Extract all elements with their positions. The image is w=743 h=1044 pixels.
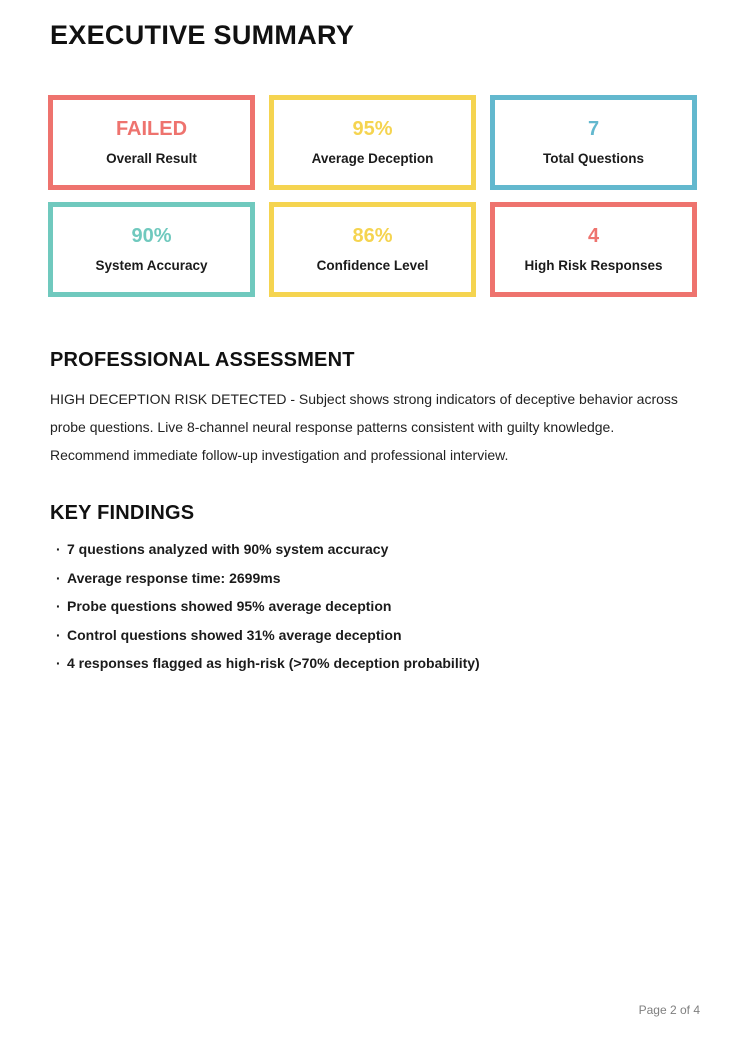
findings-heading: KEY FINDINGS: [50, 502, 195, 524]
metric-label: Total Questions: [542, 151, 644, 167]
metric-card-confidence-level: [269, 202, 476, 297]
finding-item: · 7 questions analyzed with 90% system accuracy: [67, 542, 693, 556]
findings-list: [50, 542, 693, 670]
metric-value: 4: [587, 225, 600, 248]
metric-value: 90%: [131, 225, 172, 248]
metric-cards-grid: [48, 95, 697, 297]
metric-value: 7: [587, 118, 600, 141]
metric-label: Overall Result: [106, 151, 197, 167]
metric-card-system-accuracy: [48, 202, 255, 297]
page-title: EXECUTIVE SUMMARY: [50, 20, 355, 50]
finding-item: · Probe questions showed 95% average deception: [67, 599, 693, 613]
assessment-heading: PROFESSIONAL ASSESSMENT: [50, 349, 355, 371]
finding-item: · Control questions showed 31% average deception: [67, 628, 693, 642]
metric-label: High Risk Responses: [524, 258, 663, 274]
metric-label: Average Deception: [311, 151, 434, 167]
metric-label: System Accuracy: [95, 258, 208, 274]
metric-card-high-risk-responses: [490, 202, 697, 297]
metric-value: 86%: [352, 225, 393, 248]
finding-item: · Average response time: 2699ms: [67, 571, 693, 585]
professional-assessment-section: [0, 349, 743, 469]
finding-item: · 4 responses flagged as high-risk (>70% deception probability): [67, 656, 693, 670]
metric-card-total-questions: [490, 95, 697, 190]
metric-value: 95%: [352, 118, 393, 141]
metric-card-overall-result: [48, 95, 255, 190]
key-findings-section: [0, 502, 743, 670]
metric-value: FAILED: [115, 118, 188, 141]
metric-card-average-deception: [269, 95, 476, 190]
assessment-body-text: HIGH DECEPTION RISK DETECTED - Subject shows strong indicators of deceptive behavior across probe questions. Live 8-channel neural response patterns consistent with guilty knowledge. Recommend immediate follow-up investigation and professional interview.: [50, 391, 678, 463]
metric-label: Confidence Level: [316, 258, 429, 274]
page-number: Page 2 of 4: [638, 1003, 700, 1017]
